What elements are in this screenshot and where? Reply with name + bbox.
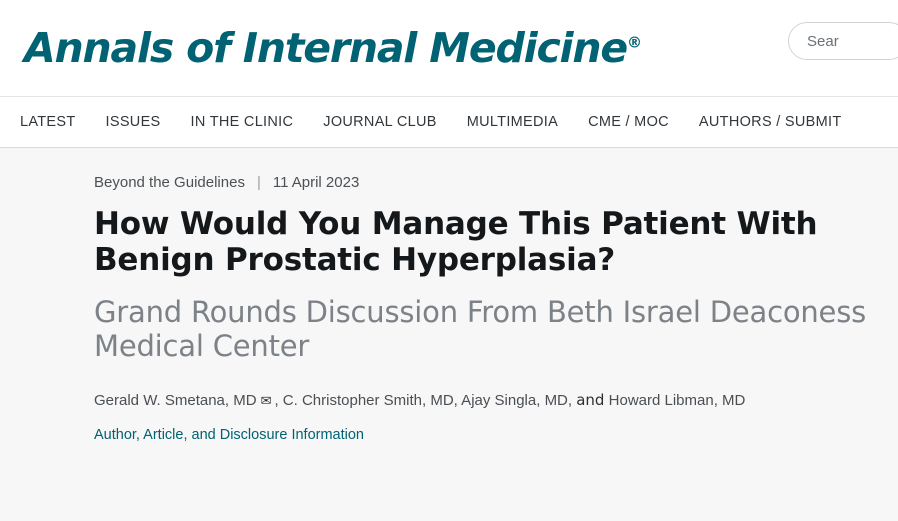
article-subtitle: Grand Rounds Discussion From Beth Israel Deaconess Medical Center <box>94 294 867 364</box>
registered-trademark-icon: ® <box>627 32 642 51</box>
nav-item-journal-club[interactable]: JOURNAL CLUB <box>323 114 437 130</box>
email-icon[interactable]: ✉ <box>260 393 272 409</box>
nav-item-latest[interactable]: LATEST <box>20 114 76 130</box>
nav-item-in-the-clinic[interactable]: IN THE CLINIC <box>190 114 294 130</box>
article-meta <box>94 174 874 191</box>
author-list <box>94 389 874 413</box>
nav-item-issues[interactable]: ISSUES <box>105 114 161 130</box>
main-navigation <box>0 96 898 148</box>
meta-separator: | <box>256 174 261 191</box>
author-last[interactable]: Howard Libman, MD <box>608 392 746 410</box>
nav-item-authors-submit[interactable]: AUTHORS / SUBMIT <box>698 114 842 130</box>
nav-item-cme-moc[interactable]: CME / MOC <box>588 114 669 130</box>
search-input[interactable] <box>788 22 898 60</box>
masthead <box>0 0 898 96</box>
article-header <box>0 148 898 521</box>
page-title: How Would You Manage This Patient With Benign Prostatic Hyperplasia? <box>94 206 818 278</box>
journal-logo[interactable] <box>24 23 642 72</box>
author-conjunction: and <box>576 391 605 410</box>
article-date: 11 April 2023 <box>272 174 360 191</box>
article-section[interactable]: Beyond the Guidelines <box>94 174 245 191</box>
disclosure-link[interactable]: Author, Article, and Disclosure Information <box>94 426 364 443</box>
author-rest[interactable]: , C. Christopher Smith, MD, Ajay Singla, MD, <box>274 392 573 410</box>
nav-item-multimedia[interactable]: MULTIMEDIA <box>466 114 559 130</box>
search-placeholder-text: Sear <box>807 32 839 50</box>
journal-name: Annals of Internal Medicine <box>24 23 627 72</box>
author-first[interactable]: Gerald W. Smetana, MD <box>94 392 257 410</box>
